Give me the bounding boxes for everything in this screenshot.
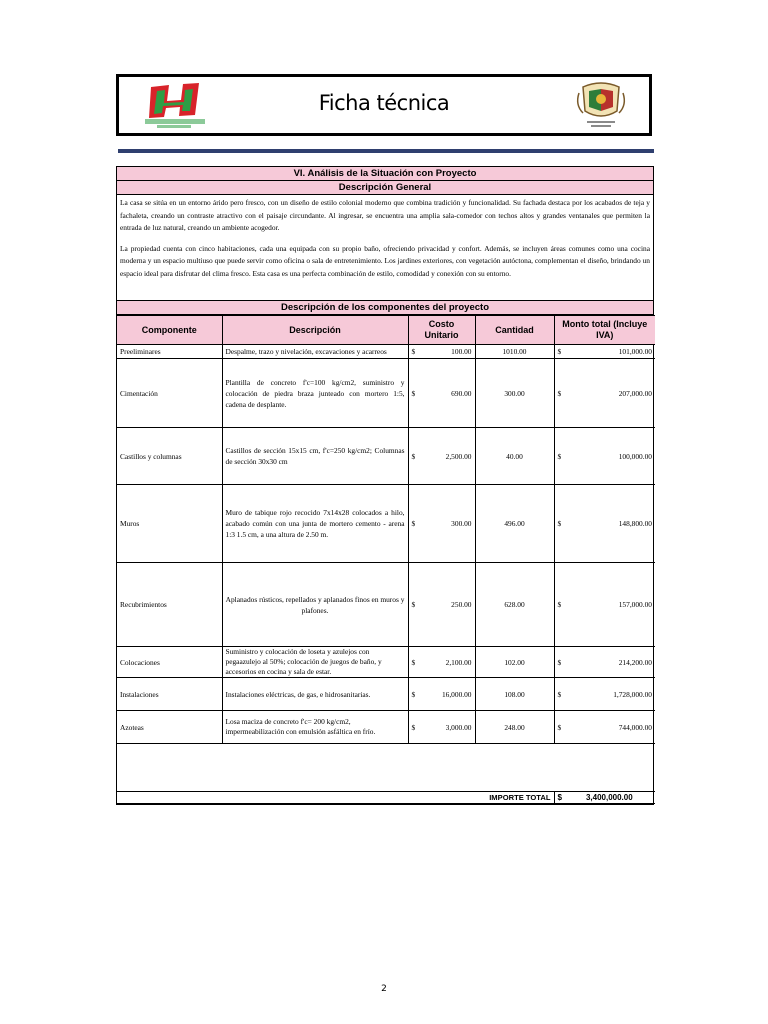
quantity: 628.00 <box>475 563 554 647</box>
components-table <box>117 315 655 804</box>
table-row <box>117 678 655 711</box>
component-description: Despalme, trazo y nivelación, excavaciones y acarreos <box>222 345 408 359</box>
total-amount: $ 157,000.00 <box>554 563 655 647</box>
description-paragraph: La casa se sitúa en un entorno árido pero fresco, con un diseño de estilo colonial moderno que combina tradición y funcionalidad. Su fachada destaca por los acabados de teja y fachaleta, creando un contraste atractivo con el paisaje circundante. Al ingresar, se encuentra una amplia sala-comedor con techos altos y grandes ventanales que permiten la entrada de luz natural, creando un ambiente acogedor. <box>120 198 650 232</box>
column-header: Descripción <box>222 316 408 345</box>
unit-cost: $ 250.00 <box>408 563 475 647</box>
table-row <box>117 711 655 744</box>
component-name: Colocaciones <box>117 647 222 678</box>
column-header: Monto total (Incluye IVA) <box>554 316 655 345</box>
empty-row <box>117 744 655 792</box>
quantity: 496.00 <box>475 485 554 563</box>
quantity: 248.00 <box>475 711 554 744</box>
document-header <box>116 74 652 136</box>
component-name: Muros <box>117 485 222 563</box>
quantity: 40.00 <box>475 428 554 485</box>
component-description: Suministro y colocación de loseta y azulejos con pegaazulejo al 50%; colocación de juegos de baño, y accesorios en cocina y sala de estar. <box>222 647 408 678</box>
header-divider <box>118 149 654 153</box>
table-row <box>117 345 655 359</box>
table-row <box>117 428 655 485</box>
section-title: VI. Análisis de la Situación con Proyecto <box>117 167 653 181</box>
total-label: IMPORTE TOTAL <box>117 792 554 804</box>
unit-cost: $ 100.00 <box>408 345 475 359</box>
component-description: Castillos de sección 15x15 cm, f'c=250 kg/cm2; Columnas de sección 30x30 cm <box>222 428 408 485</box>
quantity: 1010.00 <box>475 345 554 359</box>
total-amount: $ 214,200.00 <box>554 647 655 678</box>
component-name: Preeliminares <box>117 345 222 359</box>
page-title: Ficha técnica <box>318 91 450 115</box>
unit-cost: $ 16,000.00 <box>408 678 475 711</box>
quantity: 108.00 <box>475 678 554 711</box>
component-description: Instalaciones eléctricas, de gas, e hidrosanitarias. <box>222 678 408 711</box>
total-value: $ 3,400,000.00 <box>554 792 655 804</box>
total-amount: $ 100,000.00 <box>554 428 655 485</box>
column-header: Componente <box>117 316 222 345</box>
total-row <box>117 792 655 804</box>
section-subtitle: Descripción General <box>117 181 653 195</box>
total-amount: $ 207,000.00 <box>554 359 655 428</box>
column-header: Costo Unitario <box>408 316 475 345</box>
description-paragraph: La propiedad cuenta con cinco habitaciones, cada una equipada con su propio baño, ofreciendo privacidad y confort. Además, se incluyen áreas comunes como una cocina moderna y un espacio multiuso que puede servir como oficina o sala de entretenimiento. Los jardines exteriores, con vegetación autóctona, complementan el diseño, brindando un espacio ideal para disfrutar del clima fresco. Esta casa es una perfecta combinación de estilo, comodidad y conexión con su entorno. <box>120 243 650 278</box>
unit-cost: $ 3,000.00 <box>408 711 475 744</box>
general-description <box>117 195 653 301</box>
unit-cost: $ 2,100.00 <box>408 647 475 678</box>
table-row <box>117 359 655 428</box>
component-name: Azoteas <box>117 711 222 744</box>
total-amount: $ 744,000.00 <box>554 711 655 744</box>
table-row <box>117 485 655 563</box>
total-amount: $ 148,800.00 <box>554 485 655 563</box>
quantity: 102.00 <box>475 647 554 678</box>
total-amount: $ 101,000.00 <box>554 345 655 359</box>
column-header: Cantidad <box>475 316 554 345</box>
component-name: Castillos y columnas <box>117 428 222 485</box>
total-amount: $ 1,728,000.00 <box>554 678 655 711</box>
unit-cost: $ 690.00 <box>408 359 475 428</box>
components-title: Descripción de los componentes del proyecto <box>117 301 653 315</box>
table-header-row <box>117 316 655 345</box>
state-coat-of-arms-icon <box>573 81 629 131</box>
table-row <box>117 647 655 678</box>
component-description: Plantilla de concreto f'c=100 kg/cm2, suministro y colocación de piedra braza junteado con mortero 1:5, cadena de desplante. <box>222 359 408 428</box>
page-number: 2 <box>381 984 387 994</box>
quantity: 300.00 <box>475 359 554 428</box>
component-name: Instalaciones <box>117 678 222 711</box>
component-description: Losa maciza de concreto f'c= 200 kg/cm2, impermeabilización con emulsión asfáltica en frío. <box>222 711 408 744</box>
component-name: Recubrimientos <box>117 563 222 647</box>
technical-sheet <box>116 166 654 805</box>
table-row <box>117 563 655 647</box>
component-name: Cimentación <box>117 359 222 428</box>
component-description: Aplanados rústicos, repellados y aplanados finos en muros y plafones. <box>222 563 408 647</box>
component-description: Muro de tabique rojo recocido 7x14x28 colocados a hilo, acabado común con una junta de mortero cemento - arena 1:3 1.5 cm, a una altura de 2.50 m. <box>222 485 408 563</box>
unit-cost: $ 2,500.00 <box>408 428 475 485</box>
unit-cost: $ 300.00 <box>408 485 475 563</box>
